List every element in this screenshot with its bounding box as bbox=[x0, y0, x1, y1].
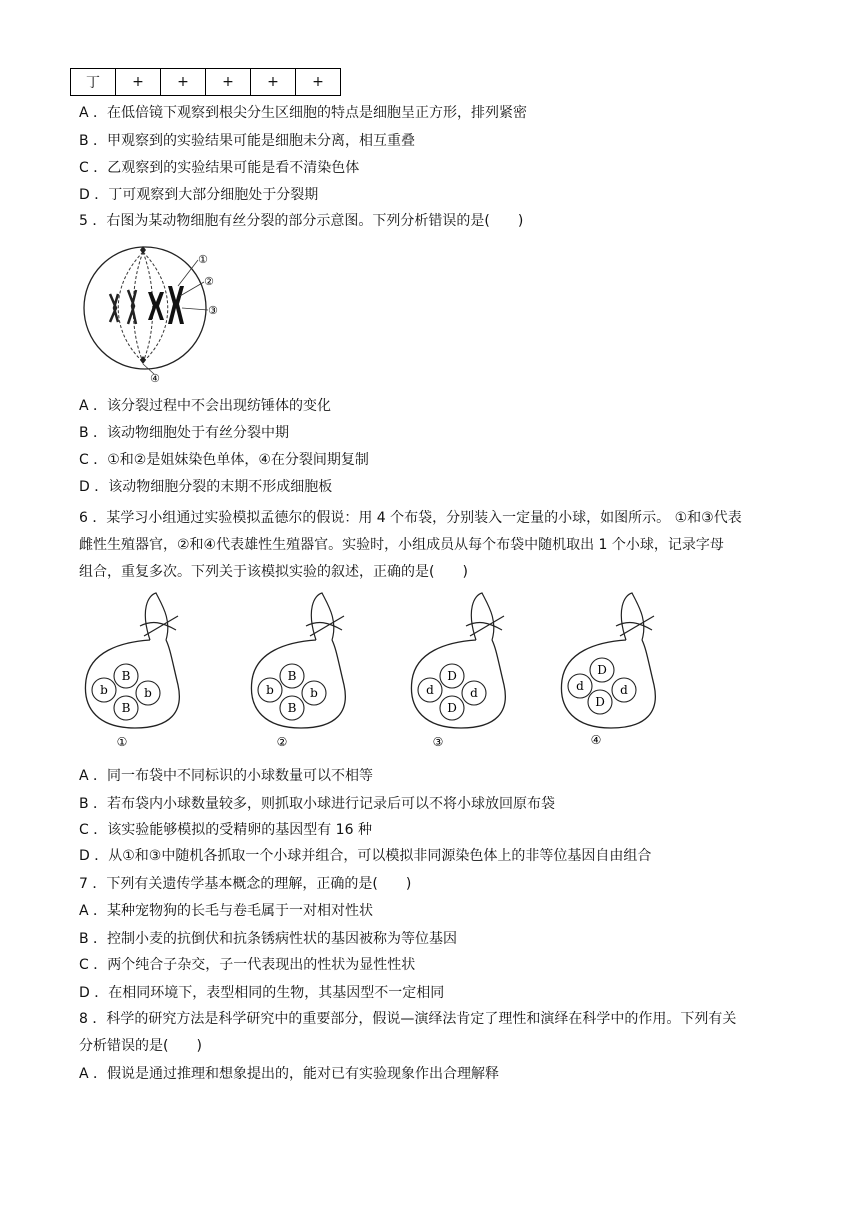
ball-label: d bbox=[426, 683, 434, 697]
figure-label-4: ④ bbox=[150, 372, 160, 385]
table-cell: + bbox=[116, 69, 161, 96]
q7-stem: 7 ．下列有关遗传学基本概念的理解，正确的是( ) bbox=[79, 876, 412, 892]
ball-label: D bbox=[597, 663, 607, 677]
bag-label: ① bbox=[116, 735, 128, 749]
q4-option-c: C ．乙观察到的实验结果可能是看不清染色体 bbox=[79, 160, 360, 176]
ball-label: b bbox=[144, 686, 152, 700]
ball-label: d bbox=[576, 679, 584, 693]
ball-label: B bbox=[121, 669, 131, 683]
q6-stem-line-2: 雌性生殖器官，②和④代表雄性生殖器官。实验时，小组成员从每个布袋中随机取出 1 个小球，记录字母 bbox=[79, 537, 724, 553]
ball-label: b bbox=[266, 683, 274, 697]
ball-label: d bbox=[620, 683, 628, 697]
q6-stem-line-1: 6 ．某学习小组通过实验模拟孟德尔的假说：用 4 个布袋，分别装入一定量的小球，如图所示。 ①和③代表 bbox=[79, 510, 742, 526]
ball-label: b bbox=[310, 686, 318, 700]
q7-option-d: D ．在相同环境下，表型相同的生物，其基因型不一定相同 bbox=[79, 985, 445, 1001]
table-cell: + bbox=[161, 69, 206, 96]
bag-figure-2 bbox=[246, 590, 356, 750]
q6-option-d: D ．从①和③中随机各抓取一个小球并组合，可以模拟非同源染色体上的非等位基因自由组合 bbox=[79, 848, 652, 864]
figure-label-1: ① bbox=[198, 253, 208, 266]
cell-division-figure bbox=[80, 246, 240, 386]
figure-label-2: ② bbox=[204, 275, 214, 288]
ball-label: D bbox=[447, 669, 457, 683]
result-table bbox=[70, 68, 341, 96]
figure-label-3: ③ bbox=[208, 304, 218, 317]
bag-figure-4 bbox=[556, 590, 666, 750]
ball-label: b bbox=[100, 683, 108, 697]
table-cell: 丁 bbox=[71, 69, 116, 96]
q5-option-b: B ．该动物细胞处于有丝分裂中期 bbox=[79, 425, 290, 441]
q7-option-a: A ．某种宠物狗的长毛与卷毛属于一对相对性状 bbox=[79, 903, 374, 919]
q7-option-c: C ．两个纯合子杂交，子一代表现出的性状为显性性状 bbox=[79, 957, 416, 973]
bag-figure-1 bbox=[80, 590, 190, 750]
q5-stem: 5 ．右图为某动物细胞有丝分裂的部分示意图。下列分析错误的是( ) bbox=[79, 213, 524, 229]
ball-label: D bbox=[447, 701, 457, 715]
table-cell: + bbox=[296, 69, 341, 96]
q7-option-b: B ．控制小麦的抗倒伏和抗条锈病性状的基因被称为等位基因 bbox=[79, 931, 458, 947]
table-cell: + bbox=[251, 69, 296, 96]
bag-label: ② bbox=[276, 735, 288, 749]
ball-label: B bbox=[287, 701, 297, 715]
q5-option-d: D ．该动物细胞分裂的末期不形成细胞板 bbox=[79, 479, 333, 495]
q6-option-b: B ．若布袋内小球数量较多，则抓取小球进行记录后可以不将小球放回原布袋 bbox=[79, 796, 556, 812]
q6-option-a: A ．同一布袋中不同标识的小球数量可以不相等 bbox=[79, 768, 374, 784]
bag-figure-3 bbox=[406, 590, 516, 750]
q4-option-a: A ．在低倍镜下观察到根尖分生区细胞的特点是细胞呈正方形，排列紧密 bbox=[79, 105, 528, 121]
q5-option-c: C ．①和②是姐妹染色单体，④在分裂间期复制 bbox=[79, 452, 369, 468]
q5-option-a: A ．该分裂过程中不会出现纺锤体的变化 bbox=[79, 398, 332, 414]
bag-label: ③ bbox=[432, 735, 444, 749]
ball-label: B bbox=[287, 669, 297, 683]
ball-label: B bbox=[121, 701, 131, 715]
ball-label: D bbox=[595, 695, 605, 709]
q6-stem-line-3: 组合，重复多次。下列关于该模拟实验的叙述，正确的是( ) bbox=[79, 564, 468, 580]
q8-stem-line-1: 8 ．科学的研究方法是科学研究中的重要部分，假说—演绎法肯定了理性和演绎在科学中的作用。下列有关 bbox=[79, 1011, 737, 1027]
bag-label: ④ bbox=[590, 733, 602, 747]
q8-option-a: A ．假说是通过推理和想象提出的，能对已有实验现象作出合理解释 bbox=[79, 1066, 500, 1082]
q8-stem-line-2: 分析错误的是( ) bbox=[79, 1038, 202, 1054]
table-cell: + bbox=[206, 69, 251, 96]
q4-option-b: B ．甲观察到的实验结果可能是细胞未分离，相互重叠 bbox=[79, 133, 416, 149]
table-row bbox=[71, 69, 341, 96]
ball-label: d bbox=[470, 686, 478, 700]
q4-option-d: D ．丁可观察到大部分细胞处于分裂期 bbox=[79, 187, 319, 203]
q6-option-c: C ．该实验能够模拟的受精卵的基因型有 16 种 bbox=[79, 822, 372, 838]
